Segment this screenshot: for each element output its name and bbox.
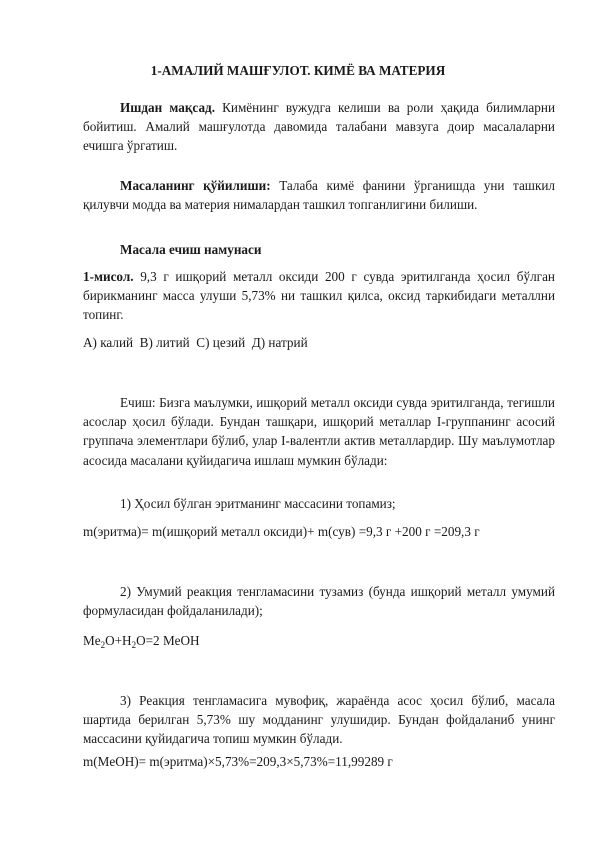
purpose-label: Ишдан мақсад. — [120, 100, 216, 115]
purpose-text: Кимёнинг вужудга келиши ва роли ҳақида билимларни бойитиш. Амалий машғулотда давомида талабани мавзуга доир масалаларни ечишга ўргатиш. — [83, 100, 555, 154]
example-text: 9,3 г ишқорий металл оксиди 200 г сувда эритилганда ҳосил бўлган бирикманинг масса улуши 5,73% ни ташкил қилса, оксид таркибидаги металлни топинг. — [83, 269, 555, 323]
answer-options: А) калий В) литий С) цезий Д) натрий — [83, 335, 308, 350]
example-label: 1-мисол. — [83, 269, 134, 284]
page-title: 1-АМАЛИЙ МАШҒУЛОТ. КИМЁ ВА МАТЕРИЯ — [150, 63, 446, 78]
formula-part: Me — [83, 633, 101, 648]
subscript: 2 — [131, 640, 137, 650]
equation-3: m(MeOH)= m(эритма)×5,73%=209,3×5,73%=11,99289 г — [83, 754, 393, 769]
equation-2 — [83, 631, 555, 650]
solution-intro: Ечиш: Бизга маълумки, ишқорий металл оксиди сувда эритилганда, тегишли асослар ҳосил бўлади. Бундан ташқари, ишқорий металлар I-группанинг асосий группача элементлари бўлиб, улар I-валентли актив металлардир. Шу маълумотлар асосида масалани қуйидагича ишлаш мумкин бўлади: — [83, 395, 555, 468]
formula-part: O+H — [105, 633, 132, 648]
equation-1: m(эритма)= m(ишқорий металл оксиди)+ m(сув) =9,3 г +200 г =209,3 г — [83, 524, 480, 539]
solution-step-1: 1) Ҳосил бўлган эритманинг массасини топамиз; — [120, 496, 396, 511]
problem-statement-label: Масаланинг қўйилиши: — [120, 178, 271, 193]
example-heading: Масала ечиш намунаси — [120, 242, 262, 257]
subscript: 2 — [100, 640, 106, 650]
formula-part: O=2 MeOH — [136, 633, 200, 648]
problem-statement-paragraph — [83, 176, 555, 214]
solution-step-3: 3) Реакция тенгламасига мувофиқ, жараёнда асос ҳосил бўлиб, масала шартида берилган 5,73% шу модданинг улушидир. Бундан фойдаланиб унинг массасини қуйидагича топиш мумкин бўлади. — [83, 693, 555, 747]
example-paragraph — [83, 267, 555, 325]
problem-statement-text: Талаба кимё фанини ўрганишда уни ташкил қилувчи модда ва материя нималардан ташкил топганлигини билиши. — [83, 178, 555, 213]
purpose-paragraph — [83, 98, 555, 156]
solution-step-2: 2) Умумий реакция тенгламасини тузамиз (бунда ишқорий металл умумий формуласидан фойдаланилади); — [83, 584, 555, 619]
